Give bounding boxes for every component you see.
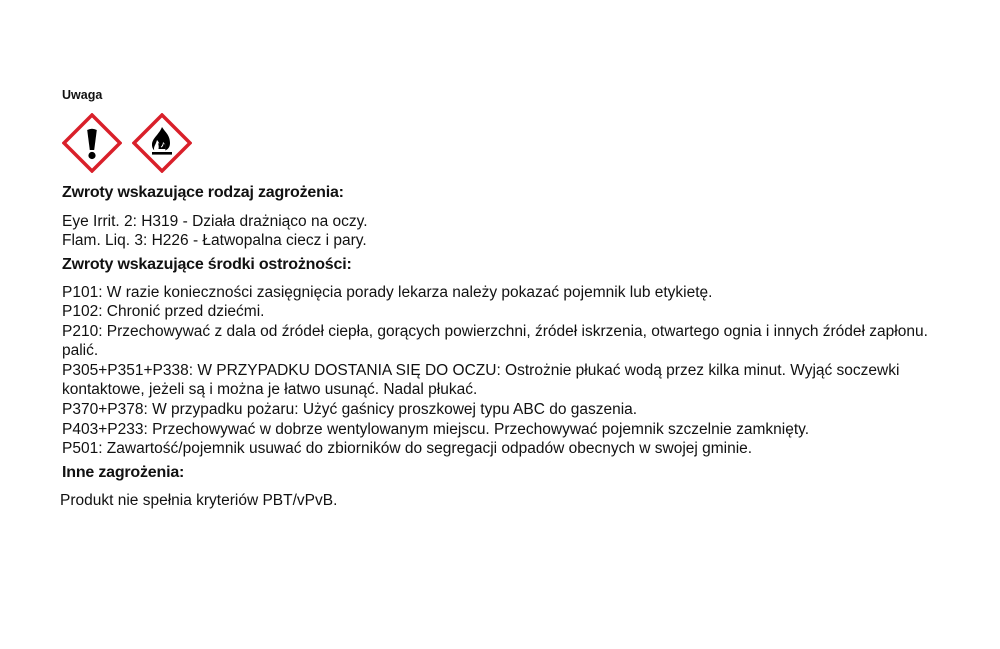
signal-word: Uwaga: [62, 88, 103, 102]
hazard-statement: Flam. Liq. 3: H226 - Łatwopalna ciecz i pary.: [62, 232, 367, 249]
precautionary-statement: P501: Zawartość/pojemnik usuwać do zbiorników do segregacji odpadów obecnych w swojej gminie.: [62, 440, 753, 457]
precautionary-statement: P370+P378: W przypadku pożaru: Użyć gaśnicy proszkowej typu ABC do gaszenia.: [62, 401, 638, 418]
exclamation-mark-icon: [62, 113, 122, 173]
precautionary-statement: P102: Chronić przed dziećmi.: [62, 303, 265, 320]
precautionary-statement: palić.: [62, 342, 99, 359]
precautionary-statement: P210: Przechowywać z dala od źródeł ciepła, gorących powierzchni, źródeł iskrzenia, otwartego ognia i innych źródeł zapłonu.: [62, 323, 928, 340]
hazard-statement: Eye Irrit. 2: H319 - Działa drażniąco na oczy.: [62, 213, 368, 230]
precautionary-statement: P403+P233: Przechowywać w dobrze wentylowanym miejscu. Przechowywać pojemnik szczelnie zamknięty.: [62, 421, 810, 438]
precautionary-statement: kontaktowe, jeżeli są i można je łatwo usunąć. Nadal płukać.: [62, 381, 478, 398]
flame-icon: [132, 113, 192, 173]
hazard-statements-heading: Zwroty wskazujące rodzaj zagrożenia:: [62, 184, 344, 201]
precautionary-statement: P101: W razie konieczności zasięgnięcia porady lekarza należy pokazać pojemnik lub etykietę.: [62, 284, 713, 301]
precautionary-statement: P305+P351+P338: W PRZYPADKU DOSTANIA SIĘ DO OCZU: Ostrożnie płukać wodą przez kilka minut. Wyjąć soczewki: [62, 362, 900, 379]
precautionary-statements-heading: Zwroty wskazujące środki ostrożności:: [62, 256, 352, 273]
other-hazards-text: Produkt nie spełnia kryteriów PBT/vPvB.: [60, 492, 338, 509]
other-hazards-heading: Inne zagrożenia:: [62, 464, 185, 481]
